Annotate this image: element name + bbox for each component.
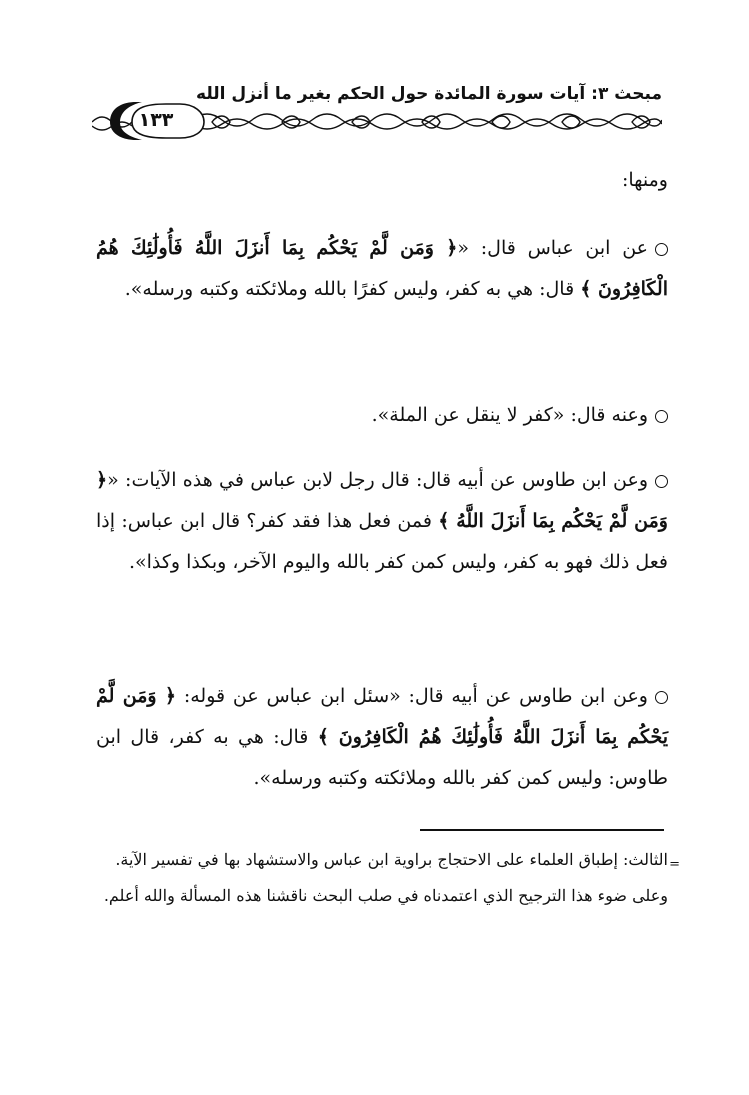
paragraph-intro: وعن ابن طاوس عن أبيه قال: قال رجل لابن عباس في هذه الآيات: « <box>107 469 648 491</box>
quran-verse: ﴿ وَمَن لَّمْ يَحْكُم بِمَا أَنزَلَ اللَّهُ ﴾ <box>96 469 668 532</box>
footnote-line: وعلى ضوء هذا الترجيح الذي اعتمدناه في صلب البحث ناقشنا هذه المسألة والله أعلم. <box>103 886 668 905</box>
footnote-divider <box>420 829 664 831</box>
paragraph-intro: وعن ابن طاوس عن أبيه قال: «سئل ابن عباس عن قوله: <box>176 685 648 707</box>
paragraph-intro: وعنه قال: «كفر لا ينقل عن الملة». <box>371 404 648 426</box>
bullet-icon <box>655 243 668 256</box>
paragraph-intro: عن ابن عباس قال: « <box>457 237 648 259</box>
bullet-icon <box>655 410 668 423</box>
quran-verse: ﴿ وَمَن لَّمْ يَحْكُم بِمَا أَنزَلَ اللَّهُ فَأُولَٰئِكَ هُمُ الْكَافِرُونَ ﴾ <box>96 237 668 300</box>
footnote-line: الثالث: إطباق العلماء على الاحتجاج براوية ابن عباس والاستشهاد بها في تفسير الآية. <box>115 850 668 869</box>
page-number: ١٣٣ <box>138 109 174 131</box>
footnotes <box>96 842 680 914</box>
paragraph-1 <box>96 228 668 310</box>
lead-text: ومنها: <box>621 169 668 191</box>
quran-verse: ﴿ وَمَن لَّمْ يَحْكُم بِمَا أَنزَلَ اللَّهُ فَأُولَٰئِكَ هُمُ الْكَافِرُونَ ﴾ <box>96 685 668 748</box>
paragraph-3 <box>96 460 668 583</box>
paragraph-4 <box>96 676 668 799</box>
paragraph-rest: قال: هي به كفر، وليس كفرًا بالله وملائكته وكتبه ورسله». <box>124 278 581 300</box>
bullet-icon <box>655 691 668 704</box>
paragraph-rest: قال: هي به كفر، قال ابن طاوس: وليس كمن كفر بالله وملائكته وكتبه ورسله». <box>96 726 668 789</box>
running-title: مبحث ٣: آيات سورة المائدة حول الحكم بغير ما أنزل الله <box>196 84 662 104</box>
paragraph-2 <box>96 395 668 436</box>
page-header <box>92 74 662 144</box>
footnote-continuation-mark: = <box>669 857 680 872</box>
paragraph-rest: فمن فعل هذا فقد كفر؟ قال ابن عباس: إذا فعل ذلك فهو به كفر، وليس كمن كفر بالله واليوم الآخر، وبكذا وكذا». <box>96 510 668 573</box>
bullet-icon <box>655 475 668 488</box>
